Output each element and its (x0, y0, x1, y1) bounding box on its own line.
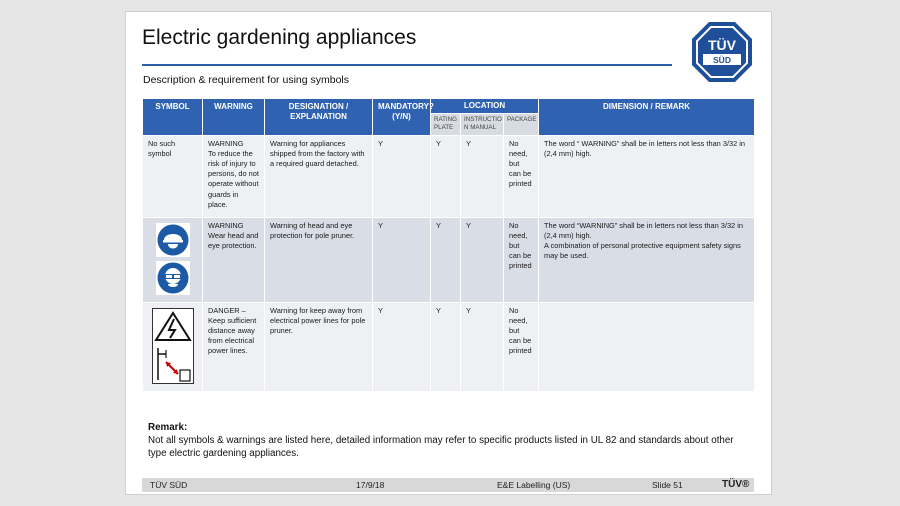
slide (125, 11, 772, 495)
rating-plate-cell: Y (431, 217, 461, 302)
svg-text:SÜD: SÜD (713, 55, 731, 65)
footer-title: E&E Labelling (US) (497, 480, 571, 490)
package-cell: No need, but can be printed (504, 217, 539, 302)
tuv-sud-logo (690, 20, 754, 84)
designation-cell: Warning for appliances shipped from the factory with a required guard detached. (265, 135, 373, 217)
package-cell: No need, but can be printed (504, 302, 539, 391)
header-symbol: SYMBOL (143, 99, 203, 136)
remark (148, 422, 748, 461)
symbol-cell (143, 217, 203, 302)
head-protection-icon (156, 223, 190, 257)
mandatory-cell: Y (373, 302, 431, 391)
dimension-cell (539, 302, 755, 391)
table-row (143, 302, 755, 391)
header-mandatory: MANDATORY? (Y/N) (373, 99, 431, 136)
symbol-cell (143, 302, 203, 391)
header-instruction-manual: INSTRUCTIO N MANUAL (461, 114, 504, 135)
header-package: PACKAGE (504, 114, 539, 135)
header-dimension: DIMENSION / REMARK (539, 99, 755, 136)
footer-date: 17/9/18 (356, 480, 385, 490)
symbols-table (142, 98, 755, 392)
table-row (143, 135, 755, 217)
svg-text:TÜV: TÜV (708, 37, 736, 53)
eye-protection-icon (156, 261, 190, 295)
rating-plate-cell: Y (431, 135, 461, 217)
header-designation: DESIGNATION / EXPLANATION (265, 99, 373, 136)
header-warning: WARNING (203, 99, 265, 136)
mandatory-cell: Y (373, 217, 431, 302)
symbol-cell: No such symbol (143, 135, 203, 217)
designation-cell: Warning for keep away from electrical power lines for pole pruner. (265, 302, 373, 391)
package-cell: No need, but can be printed (504, 135, 539, 217)
footer-trademark: TÜV® (722, 479, 750, 490)
remark-text: Not all symbols & warnings are listed here, detailed information may refer to specific products listed in UL 82 and standards about other type electric gardening appliances. (148, 434, 734, 459)
instruction-manual-cell: Y (461, 217, 504, 302)
warning-cell: WARNING To reduce the risk of injury to persons, do not operate without guards in place. (203, 135, 265, 217)
rating-plate-cell: Y (431, 302, 461, 391)
footer (142, 478, 754, 492)
warning-cell: WARNING Wear head and eye protection. (203, 217, 265, 302)
page-title: Electric gardening appliances (142, 26, 417, 49)
designation-cell: Warning of head and eye protection for pole pruner. (265, 217, 373, 302)
title-rule (142, 64, 672, 66)
table-row (143, 217, 755, 302)
footer-brand: TÜV SÜD (150, 480, 188, 490)
electrical-hazard-icon (152, 308, 194, 384)
page-subtitle: Description & requirement for using symbols (143, 74, 350, 86)
instruction-manual-cell: Y (461, 302, 504, 391)
dimension-cell: The word “WARNING” shall be in letters not less than 3/32 in (2,4 mm) high. A combination of personal protective equipment safety signs may be used. (539, 217, 755, 302)
remark-title: Remark: (148, 422, 188, 433)
dimension-cell: The word “ WARNING” shall be in letters not less than 3/32 in (2,4 mm) high. (539, 135, 755, 217)
header-location: LOCATION (431, 99, 539, 114)
warning-cell: DANGER – Keep sufficient distance away from electrical power lines. (203, 302, 265, 391)
footer-slide-number: Slide 51 (652, 480, 683, 490)
instruction-manual-cell: Y (461, 135, 504, 217)
header-rating-plate: RATING PLATE (431, 114, 461, 135)
mandatory-cell: Y (373, 135, 431, 217)
